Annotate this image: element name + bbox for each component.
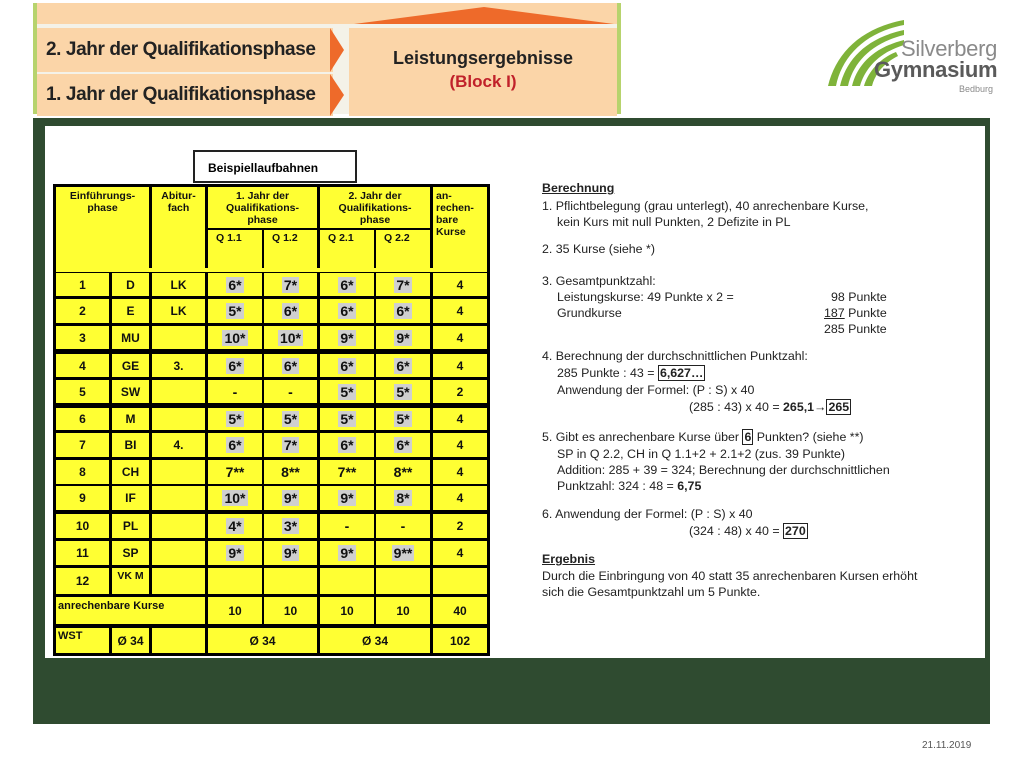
row-12-sum [433,568,487,594]
row-5-q21 [320,380,374,403]
row-wst-sum: 102 [433,628,487,653]
step-5-threshold-box: 6 [744,430,752,444]
row-12-q22 [376,568,430,594]
row-1-sum: 4 [433,273,487,296]
row-7-q11-value: 6* [228,437,242,453]
row-4-sum: 4 [433,354,487,377]
row-1-q11 [208,273,262,296]
row-8-abitur [152,460,205,484]
row-9-abitur [152,486,205,510]
step-4-calc: 285 Punkte : 43 = [557,366,658,380]
row-3-q12-value: 10* [279,329,302,346]
result-line-2: sich die Gesamtpunktzahl um 5 Punkte. [542,585,761,599]
row-1-q12 [264,273,317,296]
row-11-q21 [320,541,374,565]
row-9-q12 [264,486,317,510]
row-2-q12 [264,299,317,323]
row-5-sum: 2 [433,380,487,403]
row-5-q22-value: 5* [396,383,410,400]
row-2-q21 [320,299,374,323]
row-1-q21 [320,273,374,296]
row-4-q11-value: 6* [228,357,242,374]
step-2: 2. 35 Kurse (siehe *) [542,242,655,256]
step-5-question-end: Punkten? (siehe **) [753,430,864,444]
row-8-nr: 8 [56,460,109,484]
step-5-line-2: SP in Q 2.2, CH in Q 1.1+2 + 2.1+2 (zus. 39 Punkte) [557,447,846,461]
row-10-q12-value: 3* [283,518,298,534]
row-9-q11 [208,486,262,510]
header-jahr-2: 2. Jahr der Qualifikations- phase [320,187,430,228]
step-6-formula: (324 : 48) x 40 = [689,524,784,538]
step-4-result-box: 6,627… [659,366,704,380]
row-2-q21-value: 6* [340,303,354,319]
step-5-result: 6,75 [677,479,702,493]
row-10-fach: PL [112,514,149,538]
row-2-q22 [376,299,430,323]
slide-date: 21.11.2019 [922,740,972,751]
row-9-q22 [376,486,430,510]
step-3-lk-result: 98 Punkte [831,290,887,304]
row-anrechenbar-label: anrechenbare Kurse [56,597,205,624]
row-6-q11-value: 5* [228,411,242,427]
banner-row-year1: 1. Jahr der Qualifikationsphase [37,74,333,116]
row-11-q21-value: 9* [340,545,354,561]
course-table [53,184,490,656]
row-3-q11-value: 10* [224,329,246,346]
step-3-gk-value: 187 [824,306,845,320]
step-5-question: 5. Gibt es anrechenbare Kurse über [542,430,743,444]
row-2-fach: E [112,299,149,323]
banner-row-year2: 2. Jahr der Qualifikationsphase [37,28,333,72]
step-5-line-3: Addition: 285 + 39 = 324; Berechnung der durchschnittlichen [557,463,890,477]
step-1-line-1: 1. Pflichtbelegung (grau unterlegt), 40 anrechenbare Kurse, [542,199,869,213]
row-3-q12 [264,326,317,349]
row-6-abitur [152,408,205,430]
step-5-line-1 [542,429,864,445]
logo-text-silverberg: Silverberg [901,36,998,61]
banner-top-strip [37,3,617,24]
row-7-abitur: 4. [152,433,205,457]
row-anrechenbar-sum: 40 [433,597,487,624]
row-7-fach: BI [112,433,149,457]
step-4-formula: (285 : 43) x 40 = [689,400,784,414]
row-10-q21: - [320,514,374,538]
row-11-abitur [152,541,205,565]
row-9-q21-value: 9* [340,490,354,506]
banner-triangle [354,7,614,24]
row-3-fach: MU [112,326,149,349]
row-9-fach: IF [112,486,149,510]
row-7-q21 [320,433,374,457]
row-4-q21-value: 6* [340,357,354,374]
row-6-q11 [208,408,262,430]
school-logo [826,18,996,98]
row-11-q22 [376,541,430,565]
step-6-result-box: 270 [785,524,806,538]
header-abiturfach: Abitur- fach [152,187,205,268]
row-3-q22-value: 9* [396,329,410,346]
row-anrechenbar-q21: 10 [320,597,374,624]
row-10-q11-value: 4* [228,518,242,534]
row-11-fach: SP [112,541,149,565]
row-4-fach: GE [112,354,149,377]
result-line-1: Durch die Einbringung von 40 statt 35 anrechenbaren Kursen erhöht [542,569,918,583]
row-1-fach: D [112,273,149,296]
step-4-raw-result: 265,1 [783,400,815,414]
step-5-line-4 [557,478,701,494]
header-jahr-1: 1. Jahr der Qualifikations- phase [208,187,317,228]
header-q12: Q 1.2 [264,230,317,268]
step-3-gk-result [824,305,887,321]
header-q11: Q 1.1 [208,230,262,268]
row-11-sum: 4 [433,541,487,565]
banner-arrow-2 [330,74,344,116]
row-5-q11: - [208,380,262,403]
step-3-gk-unit: Punkte [844,306,887,320]
row-5-nr: 5 [56,380,109,403]
row-6-q21 [320,408,374,430]
row-4-nr: 4 [56,354,109,377]
heading-ergebnis: Ergebnis [542,552,596,566]
row-6-q21-value: 5* [340,411,354,427]
row-6-q12 [264,408,317,430]
row-9-q22-value: 8* [396,490,410,506]
step-4-rounded-box: 265 [828,400,850,414]
row-8-q11: 7** [208,460,262,484]
step-5-calc: Punktzahl: 324 : 48 = [557,479,678,493]
step-4-line-3 [689,399,851,415]
row-6-nr: 6 [56,408,109,430]
row-5-q22 [376,380,430,403]
step-6: 6. Anwendung der Formel: (P : S) x 40 [542,507,753,521]
row-7-q22-value: 6* [396,437,410,453]
row-12-q11 [208,568,262,594]
row-5-q21-value: 5* [340,383,354,400]
row-3-q21-value: 9* [340,329,354,346]
row-11-q12 [264,541,317,565]
row-7-nr: 7 [56,433,109,457]
step-3-total: 285 Punkte [824,322,887,336]
row-1-q22-value: 7* [396,276,410,293]
step-1-line-2: kein Kurs mit null Punkten, 2 Defizite in PL [557,215,791,229]
header-einfuehrungsphase: Einführungs- phase [56,187,149,268]
row-8-q21: 7** [320,460,374,484]
row-4-q12-value: 6* [283,357,298,374]
step-6-line-2 [689,523,808,539]
step-3-gk: Grundkurse [557,306,622,320]
row-9-q11-value: 10* [224,490,246,506]
row-1-q21-value: 6* [340,276,354,293]
row-1-q12-value: 7* [283,276,298,293]
row-12-q21 [320,568,374,594]
row-wst-label: WST [56,628,109,653]
row-10-q11 [208,514,262,538]
row-7-q11 [208,433,262,457]
row-10-nr: 10 [56,514,109,538]
row-11-q11 [208,541,262,565]
row-2-sum: 4 [433,299,487,323]
row-12-fach: VK M [112,568,149,594]
row-3-sum: 4 [433,326,487,349]
row-11-nr: 11 [56,541,109,565]
row-1-abitur: LK [152,273,205,296]
row-4-q21 [320,354,374,377]
row-5-fach: SW [112,380,149,403]
row-anrechenbar-q11: 10 [208,597,262,624]
row-wst-jahr1: Ø 34 [208,628,317,653]
page-subtitle: (Block I) [449,72,517,91]
row-3-q11 [208,326,262,349]
step-4-line-2: Anwendung der Formel: (P : S) x 40 [557,383,755,397]
header-q22: Q 2.2 [376,230,430,268]
row-wst-einf: Ø 34 [112,628,149,653]
step-4: 4. Berechnung der durchschnittlichen Punktzahl: [542,349,808,363]
step-4-line-1 [557,365,705,381]
header-spacer [56,268,487,272]
row-6-q22-value: 5* [396,411,410,427]
row-6-q22 [376,408,430,430]
logo-text-gymnasium: Gymnasium [874,57,998,82]
row-1-q22 [376,273,430,296]
row-10-sum: 2 [433,514,487,538]
row-9-q12-value: 9* [283,490,298,506]
row-wst-jahr2: Ø 34 [320,628,430,653]
row-12-nr: 12 [56,568,109,594]
row-4-q22-value: 6* [396,357,410,374]
banner-arrow-1 [330,28,344,72]
row-9-q21 [320,486,374,510]
row-9-nr: 9 [56,486,109,510]
row-8-q22: 8** [376,460,430,484]
row-7-q22 [376,433,430,457]
row-8-fach: CH [112,460,149,484]
heading-berechnung: Berechnung [542,181,615,195]
row-3-nr: 3 [56,326,109,349]
row-3-q22 [376,326,430,349]
row-2-q11-value: 5* [228,303,242,319]
row-5-q12: - [264,380,317,403]
step-3: 3. Gesamtpunktzahl: [542,274,656,288]
row-2-q12-value: 6* [283,303,298,319]
row-anrechenbar-q12: 10 [264,597,317,624]
row-10-abitur [152,514,205,538]
page-title: Leistungsergebnisse [392,48,574,68]
row-4-q22 [376,354,430,377]
row-1-nr: 1 [56,273,109,296]
header-anrechenbare-kurse: an- rechen- bare Kurse [433,187,487,268]
row-7-q12-value: 7* [283,437,298,453]
logo-text-city: Bedburg [959,84,994,94]
row-7-q12 [264,433,317,457]
row-anrechenbar-q22: 10 [376,597,430,624]
row-4-abitur: 3. [152,354,205,377]
table-title: Beispiellaufbahnen [193,150,357,183]
step-3-lk: Leistungskurse: 49 Punkte x 2 = [557,290,734,304]
row-9-sum: 4 [433,486,487,510]
row-6-fach: M [112,408,149,430]
row-11-q12-value: 9* [283,545,298,561]
row-11-q11-value: 9* [228,545,242,561]
row-2-q22-value: 6* [396,303,410,319]
row-4-q11 [208,354,262,377]
row-4-q12 [264,354,317,377]
row-2-abitur: LK [152,299,205,323]
row-2-nr: 2 [56,299,109,323]
banner-title-area [349,28,617,116]
row-6-sum: 4 [433,408,487,430]
row-3-abitur [152,326,205,349]
row-10-q22: - [376,514,430,538]
row-12-abitur [152,568,205,594]
row-11-q22-value: 9** [393,545,413,561]
row-8-sum: 4 [433,460,487,484]
row-10-q12 [264,514,317,538]
header-banner [33,3,621,114]
row-3-q21 [320,326,374,349]
row-7-q21-value: 6* [340,437,354,453]
row-12-q12 [264,568,317,594]
row-wst-abitur [152,628,205,653]
row-7-sum: 4 [433,433,487,457]
row-6-q12-value: 5* [283,411,298,427]
row-2-q11 [208,299,262,323]
header-q21: Q 2.1 [320,230,374,268]
row-5-abitur [152,380,205,403]
row-8-q12: 8** [264,460,317,484]
arrow-right-icon: → [814,400,827,414]
row-1-q11-value: 6* [228,276,242,293]
